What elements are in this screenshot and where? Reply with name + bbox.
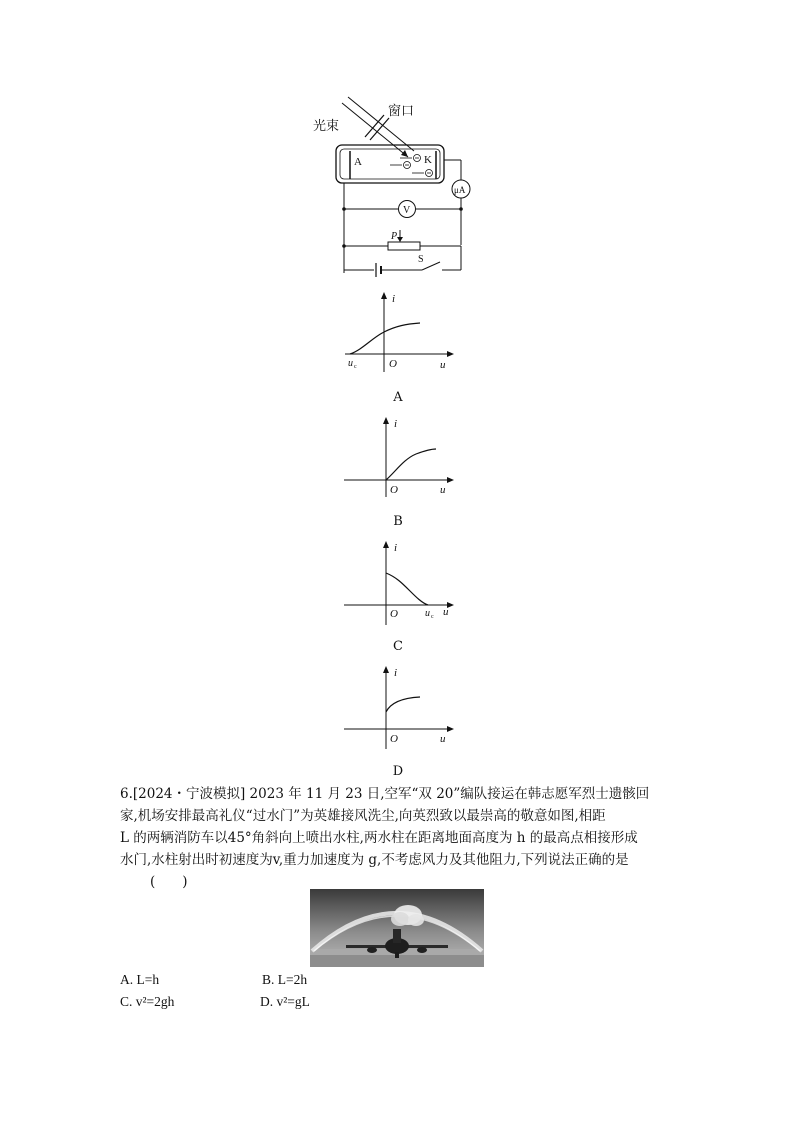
- svg-text:c: c: [354, 364, 357, 370]
- answer-bracket: ( ): [150, 874, 188, 890]
- question-line-2: 家,机场安排最高礼仪“过水门”为英雄接风洗尘,向英烈致以最崇高的敬意如图,相距: [120, 808, 606, 824]
- option-c-letter: C: [393, 639, 403, 654]
- cathode-label: K: [424, 154, 432, 166]
- question-line-1: 6.[2024・宁波模拟] 2023 年 11 月 23 日,空军“双 20”编队接运在韩志愿军烈士遗骸回: [120, 786, 650, 802]
- svg-text:O: O: [389, 358, 397, 370]
- voltmeter-label: V: [403, 205, 411, 216]
- question-line-3: L 的两辆消防车以45°角斜向上喷出水柱,两水柱在距离地面高度为 h 的最高点相接形成: [120, 830, 638, 846]
- microammeter-label: μA: [454, 185, 466, 195]
- svg-text:u: u: [440, 484, 446, 496]
- question-line-4: 水门,水柱射出时初速度为v,重力加速度为 g,不考虑风力及其他阻力,下列说法正确的是: [120, 852, 629, 868]
- svg-text:O: O: [390, 484, 398, 496]
- svg-text:u: u: [348, 358, 353, 369]
- anode-label: A: [354, 156, 362, 168]
- choice-d[interactable]: D. v²=gL: [260, 994, 310, 1009]
- svg-text:c: c: [431, 614, 434, 620]
- slider-label: P: [391, 231, 398, 242]
- choice-a[interactable]: A. L=h: [120, 972, 160, 987]
- option-d-letter: D: [392, 764, 404, 779]
- svg-text:u: u: [425, 608, 430, 619]
- window-label: 窗口: [388, 103, 415, 118]
- svg-text:i: i: [394, 418, 398, 430]
- light-beam-label: 光束: [313, 118, 340, 133]
- option-a-letter: A: [393, 390, 403, 405]
- svg-text:i: i: [394, 667, 398, 679]
- graph-option-d: [340, 662, 460, 750]
- svg-text:i: i: [392, 293, 396, 305]
- photoelectric-circuit-diagram: [310, 95, 490, 280]
- choice-b[interactable]: B. L=2h: [262, 972, 308, 987]
- graph-option-a: [340, 288, 460, 373]
- svg-text:u: u: [443, 606, 449, 618]
- graph-option-b: [340, 413, 460, 498]
- svg-text:O: O: [390, 608, 398, 620]
- svg-text:O: O: [390, 733, 398, 745]
- svg-text:i: i: [394, 542, 398, 554]
- option-b-letter: B: [393, 514, 403, 529]
- svg-text:u: u: [440, 733, 446, 745]
- water-gate-photo: [310, 889, 484, 967]
- svg-text:u: u: [440, 359, 446, 371]
- switch-label: S: [418, 254, 424, 265]
- graph-option-c: [340, 537, 460, 627]
- choice-c[interactable]: C. v²=2gh: [120, 994, 175, 1009]
